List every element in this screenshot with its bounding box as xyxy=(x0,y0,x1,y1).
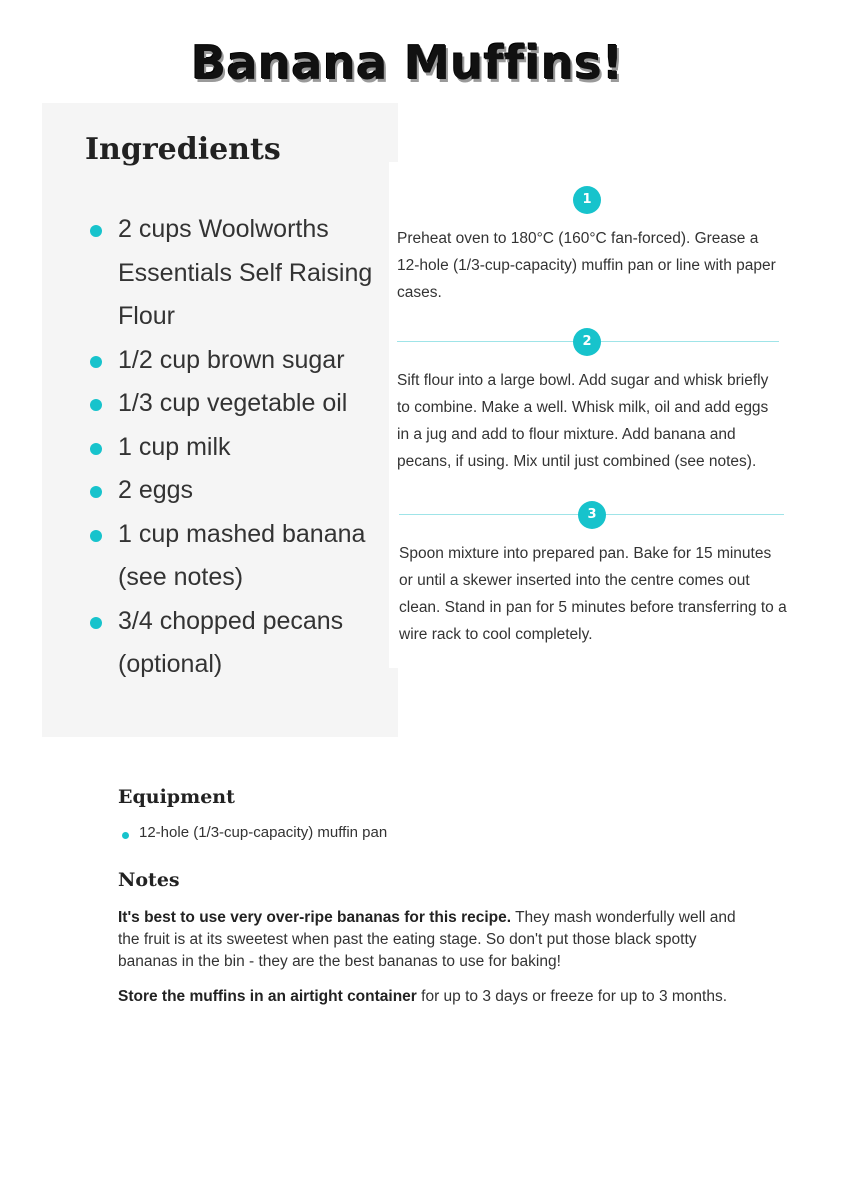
ingredient-item: 3/4 chopped pecans (optional) xyxy=(118,600,378,687)
page-title: Banana Muffins! xyxy=(191,36,624,90)
bullet-icon xyxy=(90,225,102,237)
step-text: Spoon mixture into prepared pan. Bake for 15 minutes or until a skewer inserted into the centre comes out clean. Stand in pan for 5 minutes before transferring to a wire rack to cool completely. xyxy=(399,545,787,643)
bullet-icon xyxy=(90,617,102,629)
method-panel xyxy=(389,162,789,668)
ingredients-heading: Ingredients xyxy=(85,132,281,167)
bullet-icon xyxy=(90,530,102,542)
ingredient-item: 1/3 cup vegetable oil xyxy=(118,382,378,426)
bullet-icon xyxy=(90,486,102,498)
ingredients-list xyxy=(118,208,378,687)
step-number-badge: 2 xyxy=(573,328,601,356)
step-number-badge: 1 xyxy=(573,186,601,214)
ingredient-item: 2 cups Woolworths Essentials Self Raising Flour xyxy=(118,208,378,339)
note-paragraph: Store the muffins in an airtight container for up to 3 days or freeze for up to 3 months. xyxy=(118,988,728,1005)
equipment-list xyxy=(139,824,387,841)
ingredient-item: 2 eggs xyxy=(118,469,378,513)
ingredient-item: 1 cup milk xyxy=(118,426,378,470)
bullet-icon xyxy=(90,356,102,368)
bullet-icon xyxy=(122,832,129,839)
ingredient-item: 1 cup mashed banana (see notes) xyxy=(118,513,378,600)
notes-heading: Notes xyxy=(118,869,180,891)
bullet-icon xyxy=(90,443,102,455)
step-text: Preheat oven to 180°C (160°C fan-forced). Grease a 12-hole (1/3-cup-capacity) muffin pan or line with paper cases. xyxy=(397,230,776,301)
step-number-badge: 3 xyxy=(578,501,606,529)
note-paragraph: It's best to use very over-ripe bananas for this recipe. They mash wonderfully well and the fruit is at its sweetest when past the eating stage. So don't put those black spotty bananas in the bin - they are the best bananas to use for baking! xyxy=(118,909,736,970)
bullet-icon xyxy=(90,399,102,411)
equipment-item: 12-hole (1/3-cup-capacity) muffin pan xyxy=(139,824,387,841)
equipment-heading: Equipment xyxy=(118,786,235,808)
step-text: Sift flour into a large bowl. Add sugar and whisk briefly to combine. Make a well. Whisk milk, oil and add eggs in a jug and add to flour mixture. Add banana and pecans, if using. Mix until just combined (see notes). xyxy=(397,372,769,470)
ingredient-item: 1/2 cup brown sugar xyxy=(118,339,378,383)
